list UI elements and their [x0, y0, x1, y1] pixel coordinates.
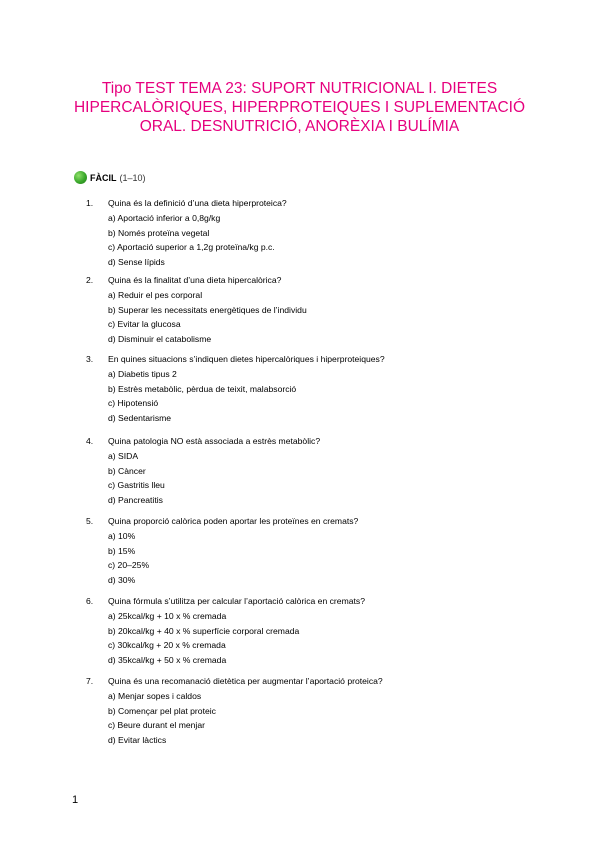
answer-option: b) Estrès metabòlic, pèrdua de teixit, malabsorció — [108, 383, 297, 394]
answer-option: b) 15% — [108, 545, 136, 556]
answer-option: b) Superar les necessitats energètiques de l’individu — [108, 304, 307, 315]
answer-option: c) 30kcal/kg + 20 x % cremada — [108, 640, 226, 651]
answer-option: d) Disminuir el catabolisme — [108, 333, 212, 344]
answer-option: b) Només proteïna vegetal — [108, 227, 210, 238]
answer-option: d) Sedentarisme — [108, 412, 172, 423]
answer-option: d) Sense lípids — [108, 256, 165, 267]
question-number: 4. — [86, 436, 94, 446]
question-number: 1. — [86, 198, 94, 208]
document-title — [40, 79, 559, 136]
answer-option: a) SIDA — [108, 451, 139, 461]
green-circle-icon — [74, 171, 87, 184]
page-number: 1 — [72, 794, 79, 806]
answer-option: c) 20–25% — [108, 560, 150, 571]
answer-option: b) Començar pel plat proteic — [108, 705, 216, 716]
answer-option: a) Aportació inferior a 0,8g/kg — [108, 213, 221, 223]
answer-option: c) Aportació superior a 1,2g proteïna/kg p.c. — [108, 242, 275, 253]
difficulty-section-header — [74, 171, 146, 184]
answer-option: c) Hipotensió — [108, 398, 159, 409]
title-line-1: Tipo TEST TEMA 23: SUPORT NUTRICIONAL I. DIETES — [101, 80, 498, 97]
difficulty-label: FÀCIL — [90, 172, 117, 183]
answer-option: c) Beure durant el menjar — [108, 720, 205, 731]
question-text: Quina patologia NO està associada a estrès metabòlic? — [108, 436, 321, 446]
answer-option: c) Evitar la glucosa — [108, 319, 181, 330]
question-number: 3. — [86, 354, 94, 364]
answer-option: d) 30% — [108, 574, 136, 585]
answer-option: b) 20kcal/kg + 40 x % superfície corporal cremada — [108, 625, 300, 636]
title-line-2: HIPERCALÒRIQUES, HIPERPROTEIQUES I SUPLEMENTACIÓ — [73, 99, 526, 116]
question-number: 2. — [86, 275, 94, 285]
answer-option: c) Gastritis lleu — [108, 480, 165, 491]
question-number: 6. — [86, 596, 94, 606]
question-number: 7. — [86, 676, 94, 686]
question-text: En quines situacions s’indiquen dietes hipercalòriques i hiperproteiques? — [108, 354, 385, 364]
question-text: Quina proporció calòrica poden aportar les proteïnes en cremats? — [108, 516, 359, 526]
question-text: Quina fórmula s’utilitza per calcular l’aportació calòrica en cremats? — [108, 596, 365, 606]
answer-option: a) 10% — [108, 531, 136, 541]
answer-option: d) 35kcal/kg + 50 x % cremada — [108, 654, 227, 665]
answer-option: d) Evitar làctics — [108, 734, 167, 745]
question-number: 5. — [86, 516, 94, 526]
question-text: Quina és una recomanació dietètica per augmentar l’aportació proteica? — [108, 676, 383, 686]
difficulty-range: (1–10) — [119, 172, 146, 183]
answer-option: a) Diabetis tipus 2 — [108, 369, 177, 379]
title-line-3: ORAL. DESNUTRICIÓ, ANORÈXIA I BULÍMIA — [139, 118, 460, 135]
answer-option: a) 25kcal/kg + 10 x % cremada — [108, 611, 227, 621]
answer-option: a) Reduir el pes corporal — [108, 290, 203, 300]
answer-option: d) Pancreatitis — [108, 494, 163, 505]
question-text: Quina és la definició d’una dieta hiperproteica? — [108, 198, 287, 208]
question-text: Quina és la finalitat d’una dieta hipercalòrica? — [108, 275, 282, 285]
answer-option: b) Càncer — [108, 465, 146, 476]
answer-option: a) Menjar sopes i caldos — [108, 691, 202, 701]
